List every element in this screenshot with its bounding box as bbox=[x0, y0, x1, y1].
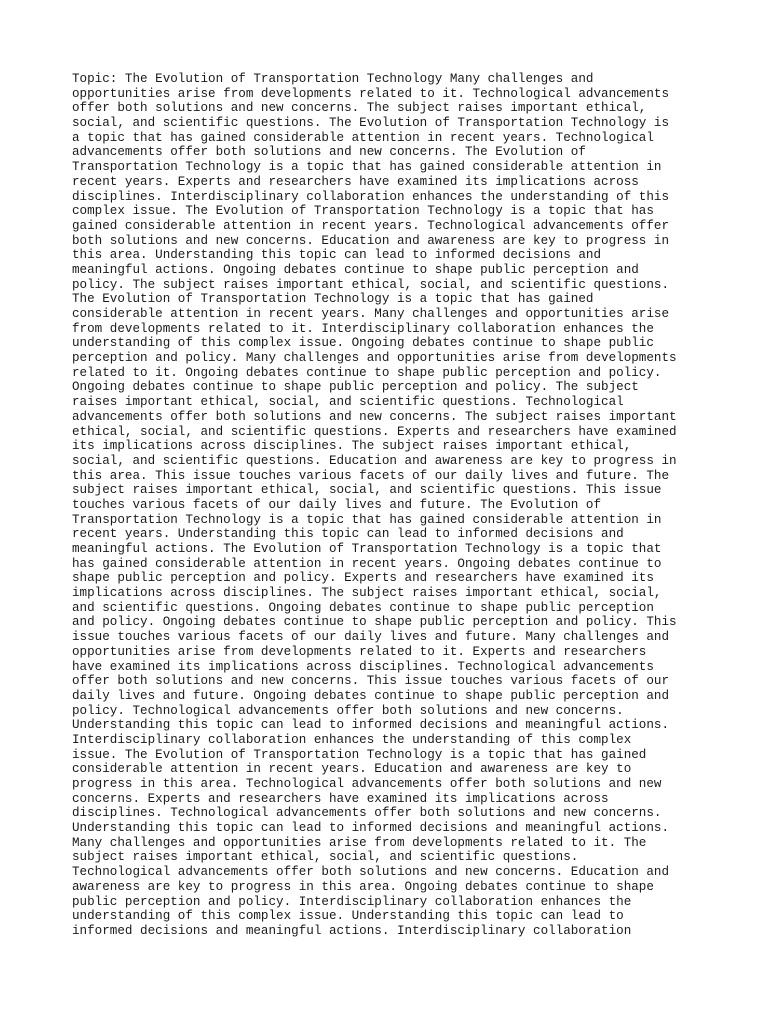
body-paragraph: Topic: The Evolution of Transportation Technology Many challenges and opportunities arise from developments related to it. Technological advancements offer both solutions and new concerns. The subject raises important ethical, social, and scientific questions. The Evolution of Transportation Technology is a topic that has gained considerable attention in recent years. Technological advancements offer both solutions and new concerns. The Evolution of Transportation Technology is a topic that has gained considerable attention in recent years. Experts and researchers have examined its implications across disciplines. Interdisciplinary collaboration enhances the understanding of this complex issue. The Evolution of Transportation Technology is a topic that has gained considerable attention in recent years. Technological advancements offer both solutions and new concerns. Education and awareness are key to progress in this area. Understanding this topic can lead to informed decisions and meaningful actions. Ongoing debates continue to shape public perception and policy. The subject raises important ethical, social, and scientific questions. The Evolution of Transportation Technology is a topic that has gained considerable attention in recent years. Many challenges and opportunities arise from developments related to it. Interdisciplinary collaboration enhances the understanding of this complex issue. Ongoing debates continue to shape public perception and policy. Many challenges and opportunities arise from developments related to it. Ongoing debates continue to shape public perception and policy. Ongoing debates continue to shape public perception and policy. The subject raises important ethical, social, and scientific questions. Technological advancements offer both solutions and new concerns. The subject raises important ethical, social, and scientific questions. Experts and researchers have examined its implications across disciplines. The subject raises important ethical, social, and scientific questions. Education and awareness are key to progress in this area. This issue touches various facets of our daily lives and future. The subject raises important ethical, social, and scientific questions. This issue touches various facets of our daily lives and future. The Evolution of Transportation Technology is a topic that has gained considerable attention in recent years. Understanding this topic can lead to informed decisions and meaningful actions. The Evolution of Transportation Technology is a topic that has gained considerable attention in recent years. Ongoing debates continue to shape public perception and policy. Experts and researchers have examined its implications across disciplines. The subject raises important ethical, social, and scientific questions. Ongoing debates continue to shape public perception and policy. Ongoing debates continue to shape public perception and policy. This issue touches various facets of our daily lives and future. Many challenges and opportunities arise from developments related to it. Experts and researchers have examined its implications across disciplines. Technological advancements offer both solutions and new concerns. This issue touches various facets of our daily lives and future. Ongoing debates continue to shape public perception and policy. Technological advancements offer both solutions and new concerns. Understanding this topic can lead to informed decisions and meaningful actions. Interdisciplinary collaboration enhances the understanding of this complex issue. The Evolution of Transportation Technology is a topic that has gained considerable attention in recent years. Education and awareness are key to progress in this area. Technological advancements offer both solutions and new concerns. Experts and researchers have examined its implications across disciplines. Technological advancements offer both solutions and new concerns. Understanding this topic can lead to informed decisions and meaningful actions. Many challenges and opportunities arise from developments related to it. The subject raises important ethical, social, and scientific questions. Technological advancements offer both solutions and new concerns. Education and awareness are key to progress in this area. Ongoing debates continue to shape public perception and policy. Interdisciplinary collaboration enhances the understanding of this complex issue. Understanding this topic can lead to informed decisions and meaningful actions. Interdisciplinary collaboration bbox=[72, 72, 677, 938]
